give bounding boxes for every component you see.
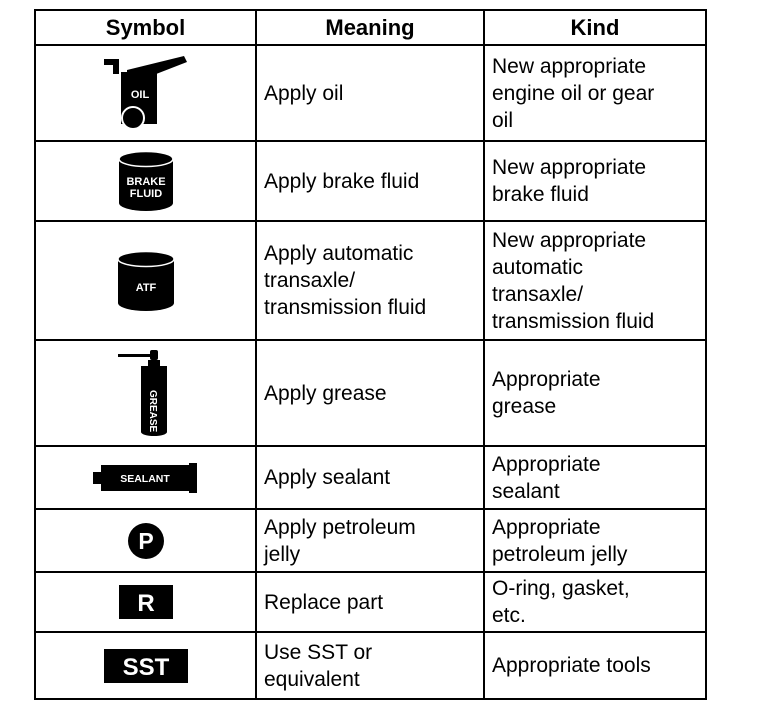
brake-fluid-can-icon [116,149,176,213]
meaning-cell: Apply grease [256,340,484,446]
replace-part-box-icon [119,585,173,619]
symbol-cell [35,340,256,446]
meaning-cell: Apply automatic transaxle/ transmission fluid [256,221,484,340]
kind-cell: Appropriate sealant [484,446,706,509]
sst-box-icon [104,649,188,683]
table-row [35,509,706,572]
oil-icon-label: OIL [130,89,149,101]
table-row [35,141,706,221]
table-row [35,446,706,509]
header-meaning: Meaning [256,10,484,45]
table-row [35,45,706,141]
symbol-cell [35,509,256,572]
meaning-cell: Apply brake fluid [256,141,484,221]
kind-cell: New appropriate automatic transaxle/ transmission fluid [484,221,706,340]
meaning-cell: Use SST or equivalent [256,632,484,699]
header-kind: Kind [484,10,706,45]
kind-cell: Appropriate tools [484,632,706,699]
meaning-cell: Replace part [256,572,484,632]
brake-icon-label-line2: FLUID [129,188,162,200]
table-row [35,572,706,632]
sealant-icon-label: SEALANT [119,472,170,485]
table-row [35,632,706,699]
meaning-cell: Apply petroleum jelly [256,509,484,572]
replace-icon-label: R [136,590,155,617]
meaning-cell: Apply sealant [256,446,484,509]
meaning-cell: Apply oil [256,45,484,141]
table-row [35,340,706,446]
symbol-legend-table [34,9,707,700]
petroleum-jelly-circle-icon [126,521,166,561]
atf-can-icon [115,249,177,313]
sealant-tube-icon [91,461,201,495]
symbol-cell [35,446,256,509]
symbol-cell [35,572,256,632]
sst-icon-label: SST [122,653,169,681]
symbol-cell [35,221,256,340]
table-row [35,221,706,340]
kind-cell: New appropriate brake fluid [484,141,706,221]
kind-cell: Appropriate grease [484,340,706,446]
brake-icon-label-line1: BRAKE [125,176,166,188]
kind-cell: New appropriate engine oil or gear oil [484,45,706,141]
grease-spray-can-icon [116,348,176,438]
atf-icon-label: ATF [135,281,156,294]
oil-can-icon [101,54,191,132]
kind-cell: Appropriate petroleum jelly [484,509,706,572]
grease-icon-label: GREASE [146,390,158,433]
symbol-cell [35,141,256,221]
header-row [35,10,706,45]
kind-cell: O-ring, gasket, etc. [484,572,706,632]
symbol-cell [35,45,256,141]
header-symbol: Symbol [35,10,256,45]
symbol-cell [35,632,256,699]
petroleum-icon-label: P [137,527,154,554]
